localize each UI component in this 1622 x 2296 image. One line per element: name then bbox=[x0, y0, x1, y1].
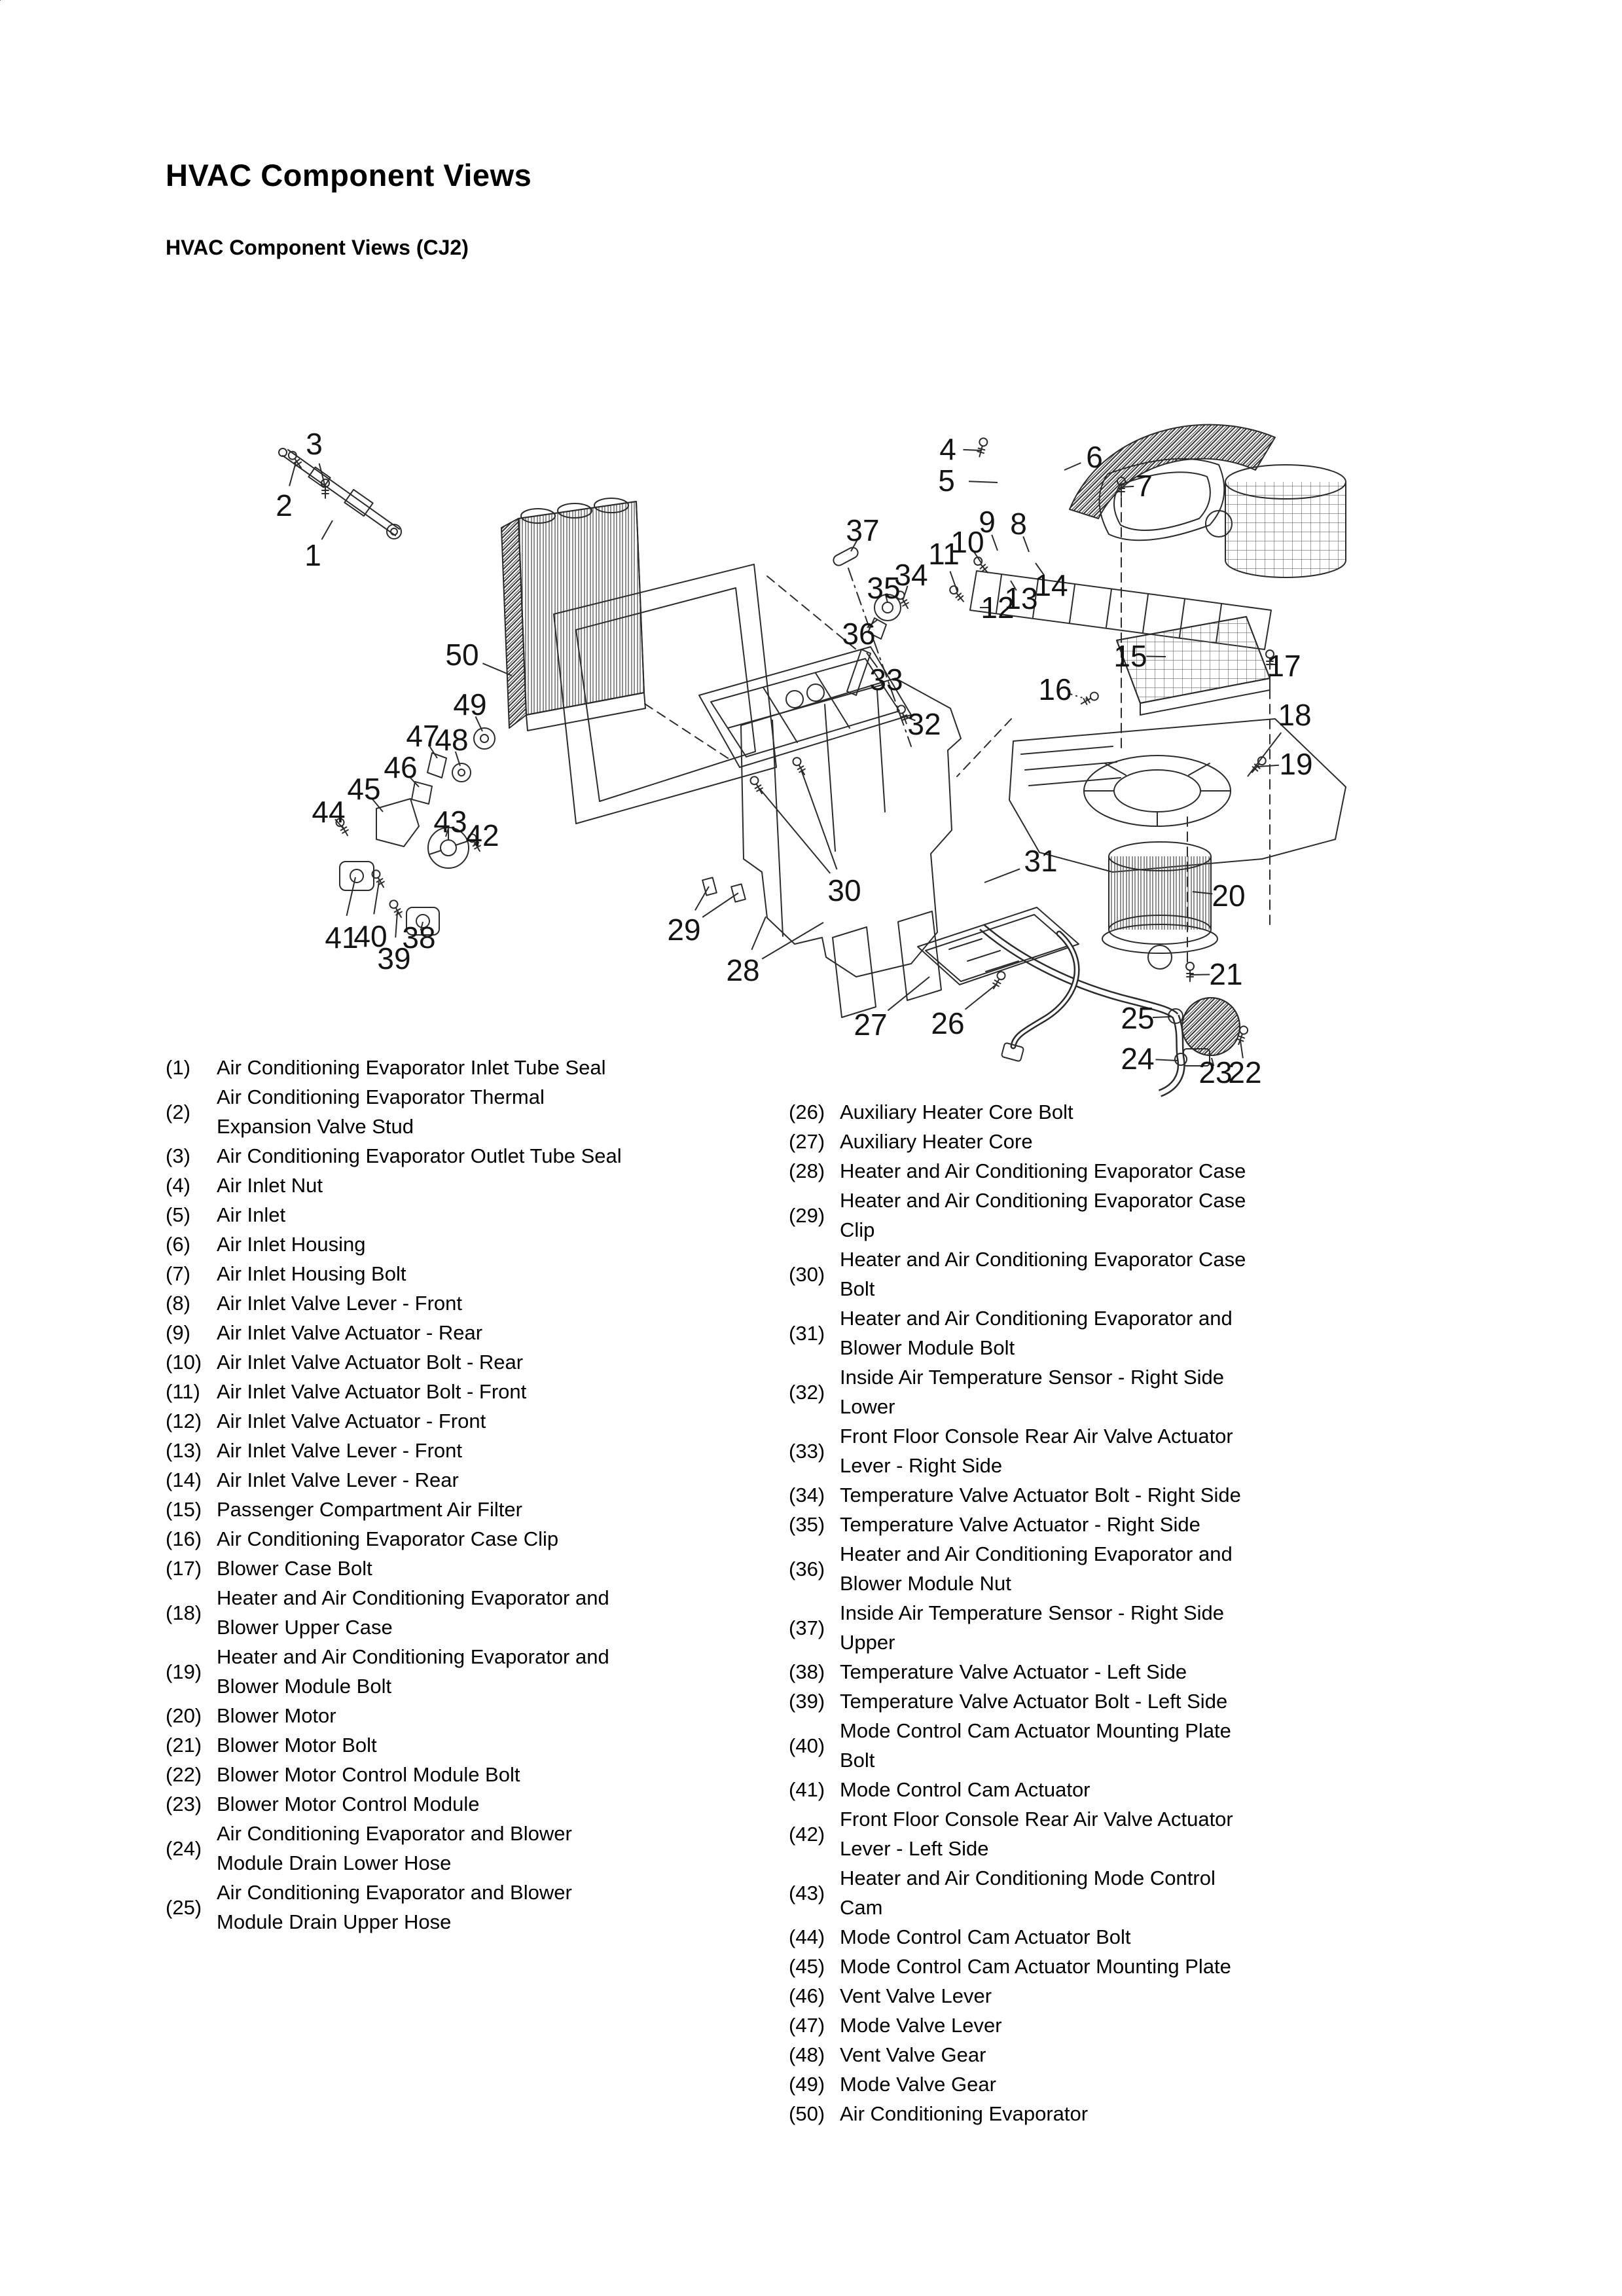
part-number: (18) bbox=[166, 1601, 202, 1624]
part-item bbox=[789, 1716, 1319, 1775]
part-item bbox=[166, 1465, 683, 1495]
part-item bbox=[166, 1730, 683, 1760]
part-label: Air Conditioning Evaporator and Blower Module Drain Upper Hose bbox=[217, 1881, 572, 1933]
part-label: Temperature Valve Actuator Bolt - Left Side bbox=[840, 1690, 1228, 1713]
parts-list-right bbox=[789, 1097, 1319, 2128]
callout-29: 29 bbox=[667, 913, 701, 947]
part-item bbox=[166, 1583, 683, 1642]
callout-7: 7 bbox=[1136, 469, 1153, 503]
callout-leader-6 bbox=[1064, 463, 1081, 470]
part-number: (23) bbox=[166, 1793, 202, 1815]
part-item bbox=[789, 1981, 1319, 2011]
part-label: Mode Valve Gear bbox=[840, 2073, 996, 2096]
callout-leader-19 bbox=[1258, 765, 1279, 767]
part-number: (36) bbox=[789, 1557, 825, 1580]
part-number: (50) bbox=[789, 2102, 825, 2125]
part-item bbox=[789, 2069, 1319, 2099]
callout-33: 33 bbox=[869, 663, 903, 697]
part-label: Temperature Valve Actuator - Right Side bbox=[840, 1513, 1200, 1536]
callout-12: 12 bbox=[981, 591, 1015, 625]
callout-35: 35 bbox=[867, 571, 901, 605]
part-number: (12) bbox=[166, 1410, 202, 1432]
callout-10: 10 bbox=[950, 525, 984, 559]
part-item bbox=[166, 1288, 683, 1318]
part-label: Air Inlet Valve Actuator Bolt - Rear bbox=[217, 1351, 524, 1374]
callout-39: 39 bbox=[377, 941, 411, 975]
part-number: (37) bbox=[789, 1616, 825, 1639]
part-item bbox=[789, 1127, 1319, 1156]
callout-leader-21 bbox=[1190, 974, 1210, 975]
part-item bbox=[789, 1775, 1319, 1804]
part-label: Heater and Air Conditioning Evaporator Case Bolt bbox=[840, 1248, 1246, 1300]
part-item bbox=[166, 1053, 683, 1082]
part-number: (11) bbox=[166, 1380, 200, 1403]
callout-leader-26 bbox=[965, 984, 997, 1010]
part-item bbox=[166, 1554, 683, 1583]
part-number: (14) bbox=[166, 1468, 202, 1491]
part-number: (46) bbox=[789, 1984, 825, 2007]
part-label: Air Conditioning Evaporator bbox=[840, 2102, 1089, 2125]
part-label: Air Inlet Valve Actuator - Front bbox=[217, 1410, 486, 1432]
part-item bbox=[166, 1141, 683, 1171]
part-label: Blower Motor Control Module Bolt bbox=[217, 1763, 520, 1786]
part-item bbox=[166, 1436, 683, 1465]
part-label: Auxiliary Heater Core Bolt bbox=[840, 1101, 1073, 1123]
part-label: Temperature Valve Actuator - Left Side bbox=[840, 1660, 1187, 1683]
part-label: Passenger Compartment Air Filter bbox=[217, 1498, 522, 1521]
callout-14: 14 bbox=[1034, 568, 1068, 602]
part-number: (8) bbox=[166, 1292, 190, 1315]
part-label: Blower Motor Bolt bbox=[217, 1734, 377, 1757]
callout-leader-5 bbox=[969, 481, 998, 483]
part-item bbox=[789, 1303, 1319, 1362]
part-number: (1) bbox=[166, 1056, 190, 1079]
callout-leader-15 bbox=[1146, 656, 1166, 657]
part-item bbox=[789, 2099, 1319, 2128]
part-label: Blower Case Bolt bbox=[217, 1557, 372, 1580]
mode-control-cluster bbox=[0, 0, 495, 935]
part-label: Front Floor Console Rear Air Valve Actuator Lever - Right Side bbox=[840, 1425, 1233, 1477]
callout-31: 31 bbox=[1024, 844, 1058, 878]
part-item bbox=[789, 1362, 1319, 1421]
part-item bbox=[166, 1230, 683, 1259]
part-item bbox=[166, 1377, 683, 1406]
callout-6: 6 bbox=[1086, 440, 1103, 474]
callout-49: 49 bbox=[453, 687, 487, 721]
callout-17: 17 bbox=[1267, 649, 1301, 683]
callout-27: 27 bbox=[854, 1008, 888, 1042]
part-item bbox=[166, 1642, 683, 1701]
callout-30: 30 bbox=[827, 873, 861, 907]
part-number: (13) bbox=[166, 1439, 202, 1462]
part-item bbox=[789, 1421, 1319, 1480]
part-label: Auxiliary Heater Core bbox=[840, 1130, 1033, 1153]
callout-leader-29 bbox=[695, 886, 709, 911]
callout-leader-2 bbox=[289, 462, 296, 486]
callout-41: 41 bbox=[325, 920, 359, 955]
callout-25: 25 bbox=[1121, 1001, 1155, 1035]
part-item bbox=[789, 1510, 1319, 1539]
part-label: Blower Motor Control Module bbox=[217, 1793, 480, 1815]
callout-21: 21 bbox=[1209, 957, 1243, 991]
callout-leader-40 bbox=[374, 882, 379, 914]
part-label: Vent Valve Gear bbox=[840, 2043, 986, 2066]
part-item bbox=[166, 1259, 683, 1288]
part-number: (34) bbox=[789, 1484, 825, 1506]
part-item bbox=[789, 1245, 1319, 1303]
part-number: (20) bbox=[166, 1704, 202, 1727]
page-title: HVAC Component Views bbox=[166, 158, 532, 192]
part-number: (32) bbox=[789, 1380, 825, 1404]
drain-hoses bbox=[982, 927, 1187, 1093]
part-item bbox=[166, 1524, 683, 1554]
part-number: (45) bbox=[789, 1955, 825, 1978]
callout-leader-31 bbox=[984, 869, 1020, 883]
part-label: Temperature Valve Actuator Bolt - Right Side bbox=[840, 1484, 1241, 1506]
part-label: Heater and Air Conditioning Mode Control Cam bbox=[840, 1867, 1216, 1919]
callout-38: 38 bbox=[402, 920, 436, 955]
part-label: Air Inlet bbox=[217, 1203, 286, 1226]
part-item bbox=[166, 1347, 683, 1377]
part-number: (33) bbox=[789, 1439, 825, 1463]
part-number: (29) bbox=[789, 1203, 825, 1227]
part-number: (21) bbox=[166, 1734, 202, 1757]
part-label: Air Inlet Valve Lever - Front bbox=[217, 1439, 463, 1462]
part-number: (28) bbox=[789, 1159, 825, 1182]
part-label: Air Inlet Housing Bolt bbox=[217, 1262, 406, 1285]
callout-leader-29 bbox=[702, 893, 738, 917]
part-number: (16) bbox=[166, 1527, 202, 1550]
part-item bbox=[789, 2040, 1319, 2069]
part-number: (40) bbox=[789, 1734, 825, 1757]
part-label: Mode Control Cam Actuator bbox=[840, 1778, 1090, 1801]
part-number: (22) bbox=[166, 1763, 202, 1786]
part-label: Heater and Air Conditioning Evaporator Case Clip bbox=[840, 1189, 1246, 1241]
part-label: Heater and Air Conditioning Evaporator Case bbox=[840, 1159, 1246, 1182]
callout-34: 34 bbox=[894, 558, 928, 592]
callout-9: 9 bbox=[979, 505, 996, 539]
part-number: (48) bbox=[789, 2043, 825, 2066]
callout-4: 4 bbox=[939, 432, 956, 466]
part-label: Mode Control Cam Actuator Mounting Plate Bolt bbox=[840, 1719, 1231, 1772]
callout-leader-11 bbox=[950, 572, 958, 592]
part-item bbox=[789, 1480, 1319, 1510]
part-label: Air Conditioning Evaporator Case Clip bbox=[217, 1527, 559, 1550]
part-label: Air Conditioning Evaporator Inlet Tube Seal bbox=[217, 1056, 606, 1079]
part-item bbox=[166, 1760, 683, 1789]
part-label: Vent Valve Lever bbox=[840, 1984, 992, 2007]
callout-3: 3 bbox=[306, 427, 323, 461]
callout-leader-1 bbox=[322, 520, 333, 539]
part-number: (43) bbox=[789, 1881, 825, 1904]
part-number: (3) bbox=[166, 1144, 190, 1167]
callout-36: 36 bbox=[842, 617, 876, 651]
part-item bbox=[166, 1495, 683, 1524]
part-item bbox=[166, 1171, 683, 1200]
part-item bbox=[789, 1186, 1319, 1245]
part-number: (4) bbox=[166, 1174, 190, 1197]
callout-13: 13 bbox=[1004, 581, 1038, 615]
part-item bbox=[789, 1097, 1319, 1127]
part-label: Heater and Air Conditioning Evaporator and Blower Module Bolt bbox=[217, 1645, 609, 1698]
part-item bbox=[166, 1082, 683, 1141]
part-item bbox=[789, 1863, 1319, 1922]
parts-list-left bbox=[166, 1053, 683, 1937]
part-number: (47) bbox=[789, 2014, 825, 2037]
callout-24: 24 bbox=[1121, 1042, 1155, 1076]
part-item bbox=[789, 1922, 1319, 1952]
blower-upper-case bbox=[1009, 719, 1346, 872]
part-number: (26) bbox=[789, 1101, 825, 1123]
part-item bbox=[789, 1598, 1319, 1657]
part-label: Blower Motor bbox=[217, 1704, 336, 1727]
callout-22: 22 bbox=[1228, 1055, 1262, 1089]
part-label: Mode Control Cam Actuator Mounting Plate bbox=[840, 1955, 1231, 1978]
part-number: (10) bbox=[166, 1351, 202, 1374]
part-item bbox=[789, 1952, 1319, 1981]
part-number: (42) bbox=[789, 1822, 825, 1846]
part-label: Air Inlet Valve Lever - Front bbox=[217, 1292, 463, 1315]
part-number: (39) bbox=[789, 1690, 825, 1713]
part-label: Air Inlet Valve Lever - Rear bbox=[217, 1468, 459, 1491]
part-label: Heater and Air Conditioning Evaporator and Blower Module Bolt bbox=[840, 1307, 1233, 1359]
part-number: (35) bbox=[789, 1513, 825, 1536]
part-number: (24) bbox=[166, 1836, 202, 1860]
part-item bbox=[789, 1686, 1319, 1716]
part-label: Air Conditioning Evaporator Thermal Expansion Valve Stud bbox=[217, 1085, 545, 1138]
callout-11: 11 bbox=[928, 537, 960, 571]
callout-20: 20 bbox=[1212, 879, 1246, 913]
callout-44: 44 bbox=[312, 795, 346, 829]
part-label: Air Conditioning Evaporator Outlet Tube Seal bbox=[217, 1144, 622, 1167]
part-item bbox=[789, 1804, 1319, 1863]
part-number: (49) bbox=[789, 2073, 825, 2096]
part-number: (27) bbox=[789, 1130, 825, 1153]
part-label: Mode Control Cam Actuator Bolt bbox=[840, 1925, 1131, 1948]
callout-37: 37 bbox=[846, 513, 880, 547]
part-item bbox=[166, 1200, 683, 1230]
part-label: Air Conditioning Evaporator and Blower Module Drain Lower Hose bbox=[217, 1822, 572, 1874]
callout-40: 40 bbox=[353, 919, 387, 953]
evaporator-core bbox=[501, 498, 645, 731]
page-subtitle: HVAC Component Views (CJ2) bbox=[166, 236, 469, 259]
part-item bbox=[166, 1789, 683, 1819]
callout-18: 18 bbox=[1278, 698, 1312, 732]
part-label: Inside Air Temperature Sensor - Right Side Upper bbox=[840, 1601, 1225, 1654]
part-label: Inside Air Temperature Sensor - Right Side Lower bbox=[840, 1366, 1225, 1418]
callout-28: 28 bbox=[726, 953, 760, 987]
callout-leader-30 bbox=[801, 770, 837, 869]
part-label: Air Inlet Valve Actuator - Rear bbox=[217, 1321, 483, 1344]
callout-19: 19 bbox=[1279, 747, 1313, 781]
part-item bbox=[166, 1878, 683, 1937]
callout-leader-28 bbox=[751, 917, 766, 950]
callout-leader-28 bbox=[762, 922, 823, 959]
callout-16: 16 bbox=[1038, 672, 1072, 706]
callout-leader-41 bbox=[347, 877, 355, 916]
part-item bbox=[166, 1406, 683, 1436]
part-item bbox=[166, 1318, 683, 1347]
part-label: Mode Valve Lever bbox=[840, 2014, 1002, 2037]
callout-45: 45 bbox=[347, 772, 381, 806]
callout-2: 2 bbox=[276, 488, 293, 522]
part-label: Air Inlet Nut bbox=[217, 1174, 323, 1197]
callout-23: 23 bbox=[1198, 1055, 1233, 1089]
part-number: (15) bbox=[166, 1498, 202, 1521]
part-label: Air Inlet Housing bbox=[217, 1233, 366, 1256]
part-item bbox=[166, 1819, 683, 1878]
callout-50: 50 bbox=[445, 638, 479, 672]
part-item bbox=[789, 1156, 1319, 1186]
part-item bbox=[789, 2011, 1319, 2040]
callout-43: 43 bbox=[433, 805, 467, 839]
part-item bbox=[789, 1657, 1319, 1686]
part-number: (25) bbox=[166, 1895, 202, 1919]
part-label: Heater and Air Conditioning Evaporator and Blower Upper Case bbox=[217, 1586, 609, 1639]
part-number: (17) bbox=[166, 1557, 202, 1580]
callout-leader-24 bbox=[1155, 1059, 1178, 1061]
callout-5: 5 bbox=[938, 464, 955, 498]
callout-1: 1 bbox=[304, 538, 321, 572]
blower-motor bbox=[1102, 842, 1217, 969]
part-number: (30) bbox=[789, 1262, 825, 1286]
callout-46: 46 bbox=[384, 750, 418, 784]
callout-leader-7 bbox=[1121, 486, 1134, 487]
callout-42: 42 bbox=[465, 818, 499, 852]
callout-leader-39 bbox=[395, 912, 397, 938]
callout-8: 8 bbox=[1010, 507, 1027, 541]
part-number: (31) bbox=[789, 1321, 825, 1345]
part-label: Heater and Air Conditioning Evaporator and Blower Module Nut bbox=[840, 1542, 1233, 1595]
part-number: (19) bbox=[166, 1660, 202, 1683]
callout-leader-30 bbox=[759, 788, 830, 873]
callout-48: 48 bbox=[435, 723, 469, 757]
part-number: (5) bbox=[166, 1203, 190, 1226]
part-number: (7) bbox=[166, 1262, 190, 1285]
callout-47: 47 bbox=[406, 719, 440, 753]
part-number: (44) bbox=[789, 1925, 825, 1948]
part-number: (38) bbox=[789, 1660, 825, 1683]
part-number: (6) bbox=[166, 1233, 190, 1256]
part-item bbox=[166, 1701, 683, 1730]
callout-leader-27 bbox=[888, 977, 929, 1011]
part-label: Front Floor Console Rear Air Valve Actuator Lever - Left Side bbox=[840, 1808, 1233, 1860]
part-number: (9) bbox=[166, 1321, 190, 1344]
callout-26: 26 bbox=[931, 1006, 965, 1040]
part-item bbox=[789, 1539, 1319, 1598]
part-label: Air Inlet Valve Actuator Bolt - Front bbox=[217, 1380, 527, 1403]
callout-15: 15 bbox=[1113, 639, 1147, 673]
callout-leader-18 bbox=[1248, 733, 1281, 776]
part-number: (41) bbox=[789, 1778, 825, 1801]
part-number: (2) bbox=[166, 1100, 190, 1123]
callout-32: 32 bbox=[907, 707, 941, 741]
